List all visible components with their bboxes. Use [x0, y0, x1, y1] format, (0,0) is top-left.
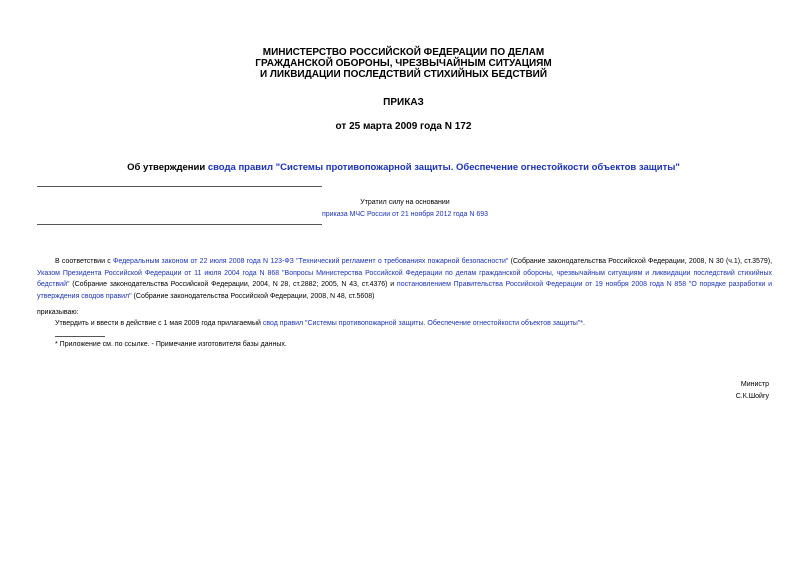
- preamble-text-4: (Собрание законодательства Российской Федерации, 2008, N 48, ст.5608): [131, 292, 375, 300]
- signature-title: Министр: [740, 381, 769, 388]
- presidential-decree-link[interactable]: Указом Президента Российской Федерации от 11 июля 2004 года N 868 "Вопросы Министерства Российской Федерации по делам гражданской обороны, чрезвычайным ситуациям и ликвидации последствий стихийных бедствий": [37, 269, 772, 288]
- federal-law-link[interactable]: Федеральным законом от 22 июля 2008 года N 123-ФЗ "Технический регламент о требованиях пожарной безопасности": [113, 258, 509, 265]
- preamble-text-3: (Собрание законодательства Российской Федерации, 2004, N 28, ст.2882; 2005, N 43, ст.4376) и: [69, 281, 397, 288]
- footnote: * Приложение см. по ссылке. - Примечание изготовителя базы данных.: [55, 341, 287, 348]
- ministry-header-line-3: И ЛИКВИДАЦИИ ПОСЛЕДСТВИЙ СТИХИЙНЫХ БЕДСТВИЙ: [259, 69, 548, 80]
- government-resolution-link[interactable]: постановлением Правительства Российской Федерации от 19 ноября 2008 года N 858 "О порядке разработки и утверждения сводов правил": [37, 281, 773, 300]
- prikazyvayu-label: приказываю:: [37, 309, 79, 316]
- footnote-divider: [55, 336, 105, 337]
- subject-link[interactable]: свода правил "Системы противопожарной защиты. Обеспечение огнестойкости объектов защиты": [207, 162, 680, 173]
- preamble-text-1: В соответствии с: [55, 258, 114, 265]
- preamble-paragraph: [37, 256, 772, 302]
- signature-name: С.К.Шойгу: [735, 393, 769, 400]
- repeal-text: Утратил силу на основании: [360, 199, 450, 206]
- approve-text-1: Утвердить и ввести в действие с 1 мая 2009 года прилагаемый: [55, 320, 263, 327]
- approve-paragraph: [55, 320, 585, 327]
- approve-text-2: .: [583, 320, 585, 327]
- order-subject: [0, 162, 807, 173]
- code-of-rules-link[interactable]: свод правил "Системы противопожарной защиты. Обеспечение огнестойкости объектов защиты"*: [262, 320, 584, 327]
- repeal-link[interactable]: приказа МЧС России от 21 ноября 2012 года N 693: [321, 211, 489, 218]
- ministry-header-line-1: МИНИСТЕРСТВО РОССИЙСКОЙ ФЕДЕРАЦИИ ПО ДЕЛАМ: [262, 47, 545, 58]
- divider-top: [37, 186, 322, 187]
- subject-prefix: Об утверждении: [127, 162, 208, 173]
- order-title: ПРИКАЗ: [383, 97, 424, 108]
- divider-bottom: [37, 224, 322, 225]
- repeal-note: [240, 197, 570, 221]
- ministry-header-line-2: ГРАЖДАНСКОЙ ОБОРОНЫ, ЧРЕЗВЫЧАЙНЫМ СИТУАЦИЯМ: [255, 58, 552, 69]
- ministry-header: [0, 47, 807, 80]
- order-date: от 25 марта 2009 года N 172: [335, 121, 472, 132]
- preamble-text-2: (Собрание законодательства Российской Федерации, 2008, N 30 (ч.1), ст.3579),: [508, 258, 773, 265]
